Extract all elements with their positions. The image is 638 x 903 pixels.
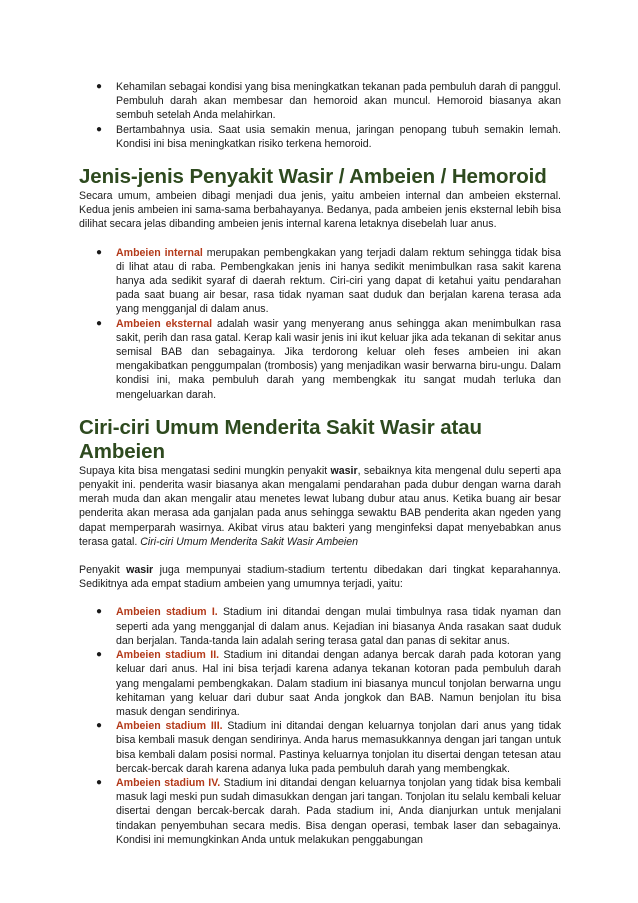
bullet-icon: ● (96, 123, 103, 135)
list-item: ● Ambeien stadium IV. Stadium ini ditandai dengan keluarnya tonjolan yang tidak bisa kembali masuk lagi meski pun sudah dimasukkan dengan jari tangan. Tonjolan itu selalu kembali keluar disertai dengan bercak-bercak darah. Pada stadium ini, Anda dianjurkan untuk menjalani tindakan penyembuhan secara medis. Bisa dengan operasi, tembak laser dan sebagainya. Kondisi ini memungkinkan Anda untuk melakukan penggabungan (96, 776, 562, 846)
intro-bullet-list (79, 80, 561, 151)
term-external: Ambeien eksternal (116, 317, 213, 330)
term-stage-3: Ambeien stadium III. (116, 720, 223, 733)
types-bullet-list (79, 246, 561, 402)
list-item: ● Ambeien internal merupakan pembengkakan yang terjadi dalam rektum sehingga tidak bisa di lihat atau di raba. Pembengkakan jenis ini hanya sedikit menimbulkan rasa sakit karena hanya ada sedikit syaraf di daerah rektum. Ciri-ciri yang dapat di ketahui yaitu pendarahan pada saat buang air besar, rasa tidak nyaman saat duduk dan berjalan karena terasa ada yang mengganjal di dalam anus. (96, 246, 561, 316)
list-item: ● Ambeien stadium II. Stadium ini ditandai dengan adanya bercak darah pada kotoran yang keluar dari anus. Hal ini bisa terjadi karena adanya tekanan kotoran pada pembuluh darah yang mengalami pembengkakan. Dalam stadium ini biasanya muncul tonjolan berwarna ungu kehitaman yang keluar dari dubur saat Anda jongkok dan BAB. Namun benjolan itu bisa masuk dengan sendirinya. (96, 649, 561, 718)
bullet-icon: ● (96, 720, 103, 732)
bullet-icon: ● (96, 776, 103, 788)
bullet-icon: ● (96, 81, 103, 92)
section-heading-symptoms: Ciri-ciri Umum Menderita Sakit Wasir atau Ambeien (79, 415, 482, 463)
list-item: ● Bertambahnya usia. Saat usia semakin menua, jaringan penopang tubuh semakin lemah. Kondisi ini bisa meningkatkan risiko terkena hemoroid. (96, 123, 561, 150)
list-item: ● Kehamilan sebagai kondisi yang bisa meningkatkan tekanan pada pembuluh darah di panggul. Pembuluh darah akan membesar dan hemoroid akan muncul. Hemoroid biasanya akan sembuh setelah Anda melahirkan. (96, 81, 561, 122)
stages-intro-paragraph: Penyakit wasir juga mempunyai stadium-stadium tertentu dibedakan dari tingkat keparahannya. Sedikitnya ada empat stadium ambeien yang umumnya terjadi, yaitu: (79, 564, 561, 591)
symptoms-paragraph: Supaya kita bisa mengatasi sedini mungkin penyakit wasir, sebaiknya kita mengenal dulu seperti apa penyakit ini. penderita wasir biasanya akan mengalami pendarahan pada dubur dengan warna darah merah muda dan akan mengalir atau menetes lewat lubang dubur atau anus. Ketika buang air besar penderita akan merasa ada ganjalan pada anus sehingga sewaktu BAB penderita akan ngeden yang dapat memperparah wasirnya. Akibat virus atau bakteri yang menginfeksi dapat menyebabkan anus terasa gatal. Ciri-ciri Umum Menderita Sakit Wasir Ambeien (79, 464, 561, 548)
term-stage-4: Ambeien stadium IV. (116, 776, 221, 789)
bullet-icon: ● (96, 317, 103, 329)
section-heading-types: Jenis-jenis Penyakit Wasir / Ambeien / Hemoroid (79, 165, 547, 189)
list-item: ● Ambeien eksternal adalah wasir yang menyerang anus sehingga akan menimbulkan rasa sakit, perih dan rasa gatal. Kerap kali wasir jenis ini ikut keluar jika ada tekanan di sekitar anus semisal BAB dan sebagainya. Jika terdorong keluar oleh feses ambeien ini akan mengakibatkan penggumpalan (trombosis) yang menjadikan wasir berwarna biru-ungu. Dalam kondisi ini, maka pembuluh darah yang membengkak itu sangat mudah terluka dan mengeluarkan darah. (96, 317, 561, 401)
types-paragraph: Secara umum, ambeien dibagi menjadi dua jenis, yaitu ambeien internal dan ambeien eksternal. Kedua jenis ambeien ini sama-sama berbahayanya. Bedanya, pada ambeien jenis eksternal lebih bisa dilihat secara jelas dibanding ambeien jenis internal karena letaknya disebelah luar anus. (79, 190, 561, 231)
term-stage-1: Ambeien stadium I. (116, 606, 218, 619)
document-page (79, 80, 561, 847)
bullet-icon: ● (96, 649, 103, 661)
list-item: ● Ambeien stadium I. Stadium ini ditandai dengan mulai timbulnya rasa tidak nyaman dan seperti ada yang mengganjal di dalam anus. Kejadian ini biasanya Anda rasakan saat duduk dan berjalan. Tanda-tanda lain adalah sering terasa gatal dan panas di sekitar anus. (96, 606, 561, 647)
term-internal: Ambeien internal (116, 246, 203, 259)
stages-bullet-list (79, 605, 561, 846)
list-item: ● Ambeien stadium III. Stadium ini ditandai dengan keluarnya tonjolan dari anus yang tidak bisa kembali masuk dengan sendirinya. Anda harus memasukkannya dengan jari tangan untuk bisa kembali dalam posisi normal. Pastinya keluarnya tonjolan itu disertai dengan tetesan atau bercak-bercak darah karena adanya luka pada pembuluh darah yang membengkak. (96, 720, 562, 775)
term-stage-2: Ambeien stadium II. (116, 649, 220, 662)
bullet-icon: ● (96, 606, 103, 618)
bullet-icon: ● (96, 246, 103, 258)
